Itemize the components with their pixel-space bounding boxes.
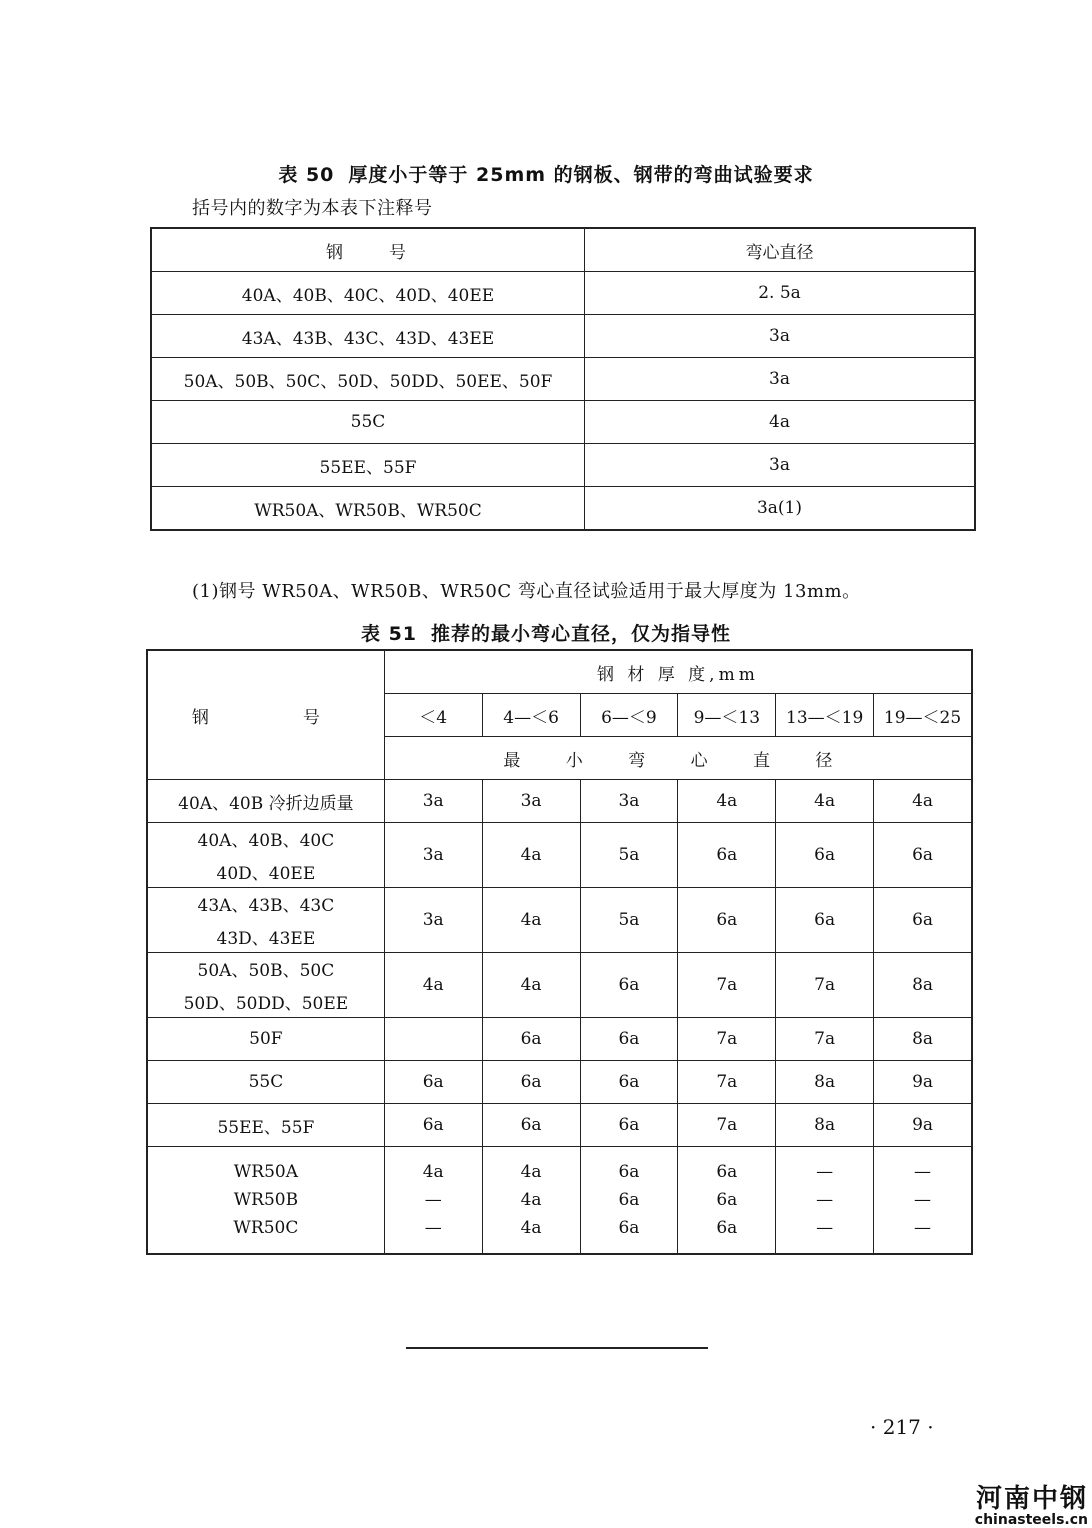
- watermark-logo: [975, 1486, 1088, 1528]
- table51-value-stack: [678, 1072, 775, 1092]
- table51-value: [776, 823, 874, 888]
- table51-value-line: 6a: [716, 1218, 738, 1238]
- table51-value-stack: [874, 1072, 971, 1092]
- table51-value-stack: [678, 791, 775, 811]
- table51-value: [678, 1061, 776, 1104]
- table-row: [147, 888, 972, 953]
- table51-value: [874, 1061, 972, 1104]
- table50-footnote: (1)钢号 WR50A、WR50B、WR50C 弯心直径试验适用于最大厚度为 13mm。: [192, 581, 861, 602]
- table51-grade-stack: [148, 1072, 384, 1092]
- table51-grade-stack: [148, 956, 384, 1014]
- table51-value-stack: [678, 1115, 775, 1135]
- table51-value-stack: [385, 845, 482, 865]
- table51-value-line: 6a: [912, 845, 934, 865]
- table51-value: [776, 1104, 874, 1147]
- table51-value: [678, 1018, 776, 1061]
- table51-value: [678, 1147, 776, 1255]
- table51-grade-stack: [148, 1113, 384, 1138]
- table51-value-stack: [581, 845, 678, 865]
- table51-value: [580, 823, 678, 888]
- table51-value: [580, 780, 678, 823]
- table51-value-line: 6a: [716, 845, 738, 865]
- table50-number: 表 50: [278, 164, 335, 186]
- table51-value-stack: [776, 1162, 873, 1238]
- table51-value-line: —: [914, 1190, 932, 1210]
- table51-value: [776, 1147, 874, 1255]
- table51-value-line: 5a: [618, 845, 640, 865]
- table51-value-line: 6a: [814, 845, 836, 865]
- table51-value: [384, 1104, 482, 1147]
- table51-value-stack: [483, 791, 580, 811]
- table51-value: [384, 1147, 482, 1255]
- table51-value-stack: [483, 1115, 580, 1135]
- table51-grade: [147, 823, 384, 888]
- table-row: [151, 444, 975, 487]
- table50-title-text: 厚度小于等于 25mm 的钢板、钢带的弯曲试验要求: [348, 164, 814, 186]
- table50-grade: 55EE、55F: [151, 444, 585, 487]
- table51-value-stack: [874, 1029, 971, 1049]
- table51-thickness-col: 13—＜19: [776, 694, 874, 737]
- table-row: [147, 823, 972, 888]
- table51-value: [776, 1018, 874, 1061]
- table51-value-line: 6a: [422, 1072, 444, 1092]
- table51-value-line: 6a: [618, 1162, 640, 1182]
- table51-thickness-col: 19—＜25: [874, 694, 972, 737]
- table51-header-thickness: 钢 材 厚 度,mm: [384, 650, 972, 694]
- watermark-cn: 河南中钢: [975, 1484, 1088, 1514]
- table51-grade-line: 50D、50DD、50EE: [183, 994, 349, 1014]
- table51-value-stack: [776, 1115, 873, 1135]
- table51-value-stack: [776, 1072, 873, 1092]
- table51-value: [482, 1104, 580, 1147]
- table-row: [147, 1061, 972, 1104]
- table51-value-line: 7a: [716, 1072, 738, 1092]
- table-row: [151, 272, 975, 315]
- table51-value-line: 7a: [814, 975, 836, 995]
- table51-value-stack: [385, 910, 482, 930]
- table51-value: [580, 953, 678, 1018]
- table51-value-stack: [483, 1072, 580, 1092]
- table51-value-stack: [385, 1115, 482, 1135]
- table51-value-line: 6a: [716, 1190, 738, 1210]
- table51-value-line: 3a: [422, 910, 444, 930]
- table51-value-line: 7a: [716, 975, 738, 995]
- table51-value-line: 6a: [716, 1162, 738, 1182]
- table51-grade-line: WR50C: [233, 1218, 299, 1238]
- table51-value: [678, 953, 776, 1018]
- table-row: [151, 401, 975, 444]
- table51-value: [874, 780, 972, 823]
- table51-value: [874, 1147, 972, 1255]
- table51-value-stack: [581, 1115, 678, 1135]
- table51-grade: [147, 1018, 384, 1061]
- table51-value-line: 6a: [814, 910, 836, 930]
- table51-value-stack: [678, 975, 775, 995]
- table50-diameter: 3a: [585, 358, 976, 401]
- table51-value-line: 4a: [422, 1162, 444, 1182]
- table51-value-line: 8a: [814, 1072, 836, 1092]
- table50-grade: WR50A、WR50B、WR50C: [151, 487, 585, 531]
- table51-grade-line: 55C: [248, 1072, 284, 1092]
- table51-value-stack: [776, 791, 873, 811]
- table51-value: [482, 780, 580, 823]
- table51-value: [776, 953, 874, 1018]
- table51-value-stack: [776, 1029, 873, 1049]
- table51-value: [384, 1061, 482, 1104]
- table-row: [147, 1104, 972, 1147]
- table51-grade: [147, 1104, 384, 1147]
- table51-value-stack: [874, 910, 971, 930]
- table51-value-line: 7a: [716, 1029, 738, 1049]
- table51-grade: [147, 780, 384, 823]
- table51-grade-line: 40A、40B、40C: [197, 831, 335, 851]
- table51-header-min-diameter: 最 小 弯 心 直 径: [384, 737, 972, 780]
- table51-thickness-col: 6—＜9: [580, 694, 678, 737]
- table51-value-stack: [581, 791, 678, 811]
- table51-value-stack: [874, 1115, 971, 1135]
- table-row: [151, 358, 975, 401]
- table51-value-line: —: [424, 1218, 442, 1238]
- table51-value-line: 4a: [520, 1162, 542, 1182]
- table51-value: [678, 888, 776, 953]
- table51-value: [580, 1147, 678, 1255]
- table51-value-stack: [483, 1029, 580, 1049]
- table51-value-stack: [483, 1162, 580, 1238]
- table51-value-line: 3a: [520, 791, 542, 811]
- table51-grade-stack: [148, 1029, 384, 1049]
- table51-grade-line: 43A、43B、43C: [197, 896, 335, 916]
- table51-value-line: 8a: [912, 1029, 934, 1049]
- table50: [150, 227, 976, 531]
- table51-value-line: —: [816, 1190, 834, 1210]
- table51-value-line: 7a: [814, 1029, 836, 1049]
- table51: [146, 649, 973, 1255]
- table-row: [147, 953, 972, 1018]
- table51-value-stack: [581, 975, 678, 995]
- table-row: [147, 780, 972, 823]
- table51-value: [384, 780, 482, 823]
- table51-grade-line: 40D、40EE: [216, 864, 316, 884]
- table51-value-stack: [581, 1162, 678, 1238]
- table51-value-line: —: [424, 1190, 442, 1210]
- watermark-en: chinasteels.cn: [974, 1512, 1088, 1528]
- table51-value: [384, 823, 482, 888]
- table51-value-line: 6a: [618, 1218, 640, 1238]
- table51-value: [482, 1018, 580, 1061]
- table51-value: [384, 1018, 482, 1061]
- table51-value: [874, 1018, 972, 1061]
- table51-value: [384, 953, 482, 1018]
- table51-value-stack: [874, 975, 971, 995]
- table51-value-line: 4a: [520, 975, 542, 995]
- table50-grade: 50A、50B、50C、50D、50DD、50EE、50F: [151, 358, 585, 401]
- table51-value: [776, 1061, 874, 1104]
- table51-value-line: 4a: [814, 791, 836, 811]
- table51-value-stack: [581, 1029, 678, 1049]
- table50-diameter: 2. 5a: [585, 272, 976, 315]
- table51-value-line: 4a: [912, 791, 934, 811]
- table51-value-line: 4a: [520, 1218, 542, 1238]
- table51-value: [874, 823, 972, 888]
- table51-value: [580, 888, 678, 953]
- table51-value-line: 3a: [618, 791, 640, 811]
- table50-header-diameter: 弯心直径: [585, 228, 976, 272]
- table51-value: [874, 953, 972, 1018]
- table50-diameter: 3a: [585, 315, 976, 358]
- table51-grade-line: 50F: [249, 1029, 283, 1049]
- table51-value-line: —: [914, 1162, 932, 1182]
- divider-rule: [406, 1347, 708, 1349]
- table51-value-stack: [874, 1162, 971, 1238]
- table51-grade: [147, 1061, 384, 1104]
- table51-grade: [147, 888, 384, 953]
- table50-diameter: 3a: [585, 444, 976, 487]
- table51-value-stack: [385, 791, 482, 811]
- table51-value: [776, 888, 874, 953]
- table51-value-line: 3a: [422, 791, 444, 811]
- table51-value-line: 4a: [520, 1190, 542, 1210]
- table51-value: [580, 1104, 678, 1147]
- table51-value-line: 6a: [520, 1029, 542, 1049]
- table51-value: [482, 1147, 580, 1255]
- table51-value-stack: [776, 910, 873, 930]
- table51-grade-stack: [148, 789, 384, 814]
- table51-grade-stack: [148, 891, 384, 949]
- table50-grade: 40A、40B、40C、40D、40EE: [151, 272, 585, 315]
- table51-value-line: 6a: [716, 910, 738, 930]
- table51-value-stack: [678, 1029, 775, 1049]
- table50-diameter: 3a(1): [585, 487, 976, 531]
- table51-value-line: 6a: [618, 1029, 640, 1049]
- table51-value-stack: [581, 1072, 678, 1092]
- table51-value-line: 8a: [814, 1115, 836, 1135]
- table51-value-line: 3a: [422, 845, 444, 865]
- table51-value-stack: [776, 845, 873, 865]
- table51-value-stack: [678, 1162, 775, 1238]
- table51-value-line: 8a: [912, 975, 934, 995]
- table-row: [147, 1147, 972, 1255]
- table51-value-stack: [581, 910, 678, 930]
- table51-value-stack: [385, 1162, 482, 1238]
- table51-value-line: 6a: [618, 975, 640, 995]
- table51-thickness-col: ＜4: [384, 694, 482, 737]
- table51-value: [482, 1061, 580, 1104]
- table51-grade-line: 40A、40B 冷折边质量: [178, 793, 354, 814]
- table51-header-grade: 钢 号: [147, 650, 384, 780]
- table51-grade-line: WR50B: [233, 1190, 299, 1210]
- table51-value-line: 9a: [912, 1115, 934, 1135]
- table50-note: 括号内的数字为本表下注释号: [192, 198, 433, 219]
- table51-value: [580, 1018, 678, 1061]
- table51-value-line: 6a: [912, 910, 934, 930]
- table51-value-line: 4a: [520, 910, 542, 930]
- table50-grade: 43A、43B、43C、43D、43EE: [151, 315, 585, 358]
- table51-value-line: 4a: [422, 975, 444, 995]
- table51-grade-stack: [148, 826, 384, 884]
- table51-value-line: 4a: [716, 791, 738, 811]
- table51-value-line: 4a: [520, 845, 542, 865]
- table50-header-grade: 钢 号: [151, 228, 585, 272]
- table51-value-line: 6a: [520, 1115, 542, 1135]
- table51-value-line: 6a: [618, 1072, 640, 1092]
- table50-grade: 55C: [151, 401, 585, 444]
- table51-value-line: —: [816, 1162, 834, 1182]
- table51-value-line: 6a: [618, 1115, 640, 1135]
- table51-value-line: —: [816, 1218, 834, 1238]
- table51-value: [678, 1104, 776, 1147]
- table51-value-stack: [483, 975, 580, 995]
- table51-value-stack: [385, 1072, 482, 1092]
- table51-header-row: [147, 650, 972, 694]
- table51-thickness-col: 9—＜13: [678, 694, 776, 737]
- table51-value-stack: [874, 845, 971, 865]
- table51-grade-line: 50A、50B、50C: [197, 961, 335, 981]
- table51-value-line: 6a: [422, 1115, 444, 1135]
- table-row: [147, 1018, 972, 1061]
- table51-value-stack: [678, 845, 775, 865]
- table51-value-stack: [776, 975, 873, 995]
- table51-value: [482, 953, 580, 1018]
- table51-value-stack: [385, 975, 482, 995]
- table51-value: [678, 823, 776, 888]
- table51-value-line: 5a: [618, 910, 640, 930]
- table-row: [151, 487, 975, 531]
- table51-value-stack: [483, 910, 580, 930]
- table51-grade-line: WR50A: [233, 1162, 298, 1182]
- table51-value-stack: [874, 791, 971, 811]
- table51-grade-line: 43D、43EE: [216, 929, 316, 949]
- table51-grade: [147, 1147, 384, 1255]
- table51-value: [482, 888, 580, 953]
- table51-value: [874, 1104, 972, 1147]
- table51-number: 表 51: [360, 623, 418, 645]
- table51-value-line: 6a: [618, 1190, 640, 1210]
- table51-value-line: —: [914, 1218, 932, 1238]
- table51-value: [776, 780, 874, 823]
- page-number: · 217 ·: [870, 1415, 934, 1439]
- table51-title-text: 推荐的最小弯心直径，仅为指导性: [431, 623, 732, 645]
- table51-title: [0, 619, 1092, 646]
- table50-title: [0, 160, 1092, 187]
- table51-value: [482, 823, 580, 888]
- table51-value: [874, 888, 972, 953]
- table51-value-line: 9a: [912, 1072, 934, 1092]
- table51-thickness-col: 4—＜6: [482, 694, 580, 737]
- table51-grade: [147, 953, 384, 1018]
- table51-value: [384, 888, 482, 953]
- table51-value-line: 7a: [716, 1115, 738, 1135]
- table51-value-stack: [678, 910, 775, 930]
- table51-grade-line: 55EE、55F: [217, 1117, 315, 1138]
- table51-grade-stack: [148, 1162, 384, 1238]
- table51-value: [580, 1061, 678, 1104]
- table51-value: [678, 780, 776, 823]
- table50-header-row: [151, 228, 975, 272]
- table50-diameter: 4a: [585, 401, 976, 444]
- table51-value-line: 6a: [520, 1072, 542, 1092]
- table-row: [151, 315, 975, 358]
- table51-value-stack: [483, 845, 580, 865]
